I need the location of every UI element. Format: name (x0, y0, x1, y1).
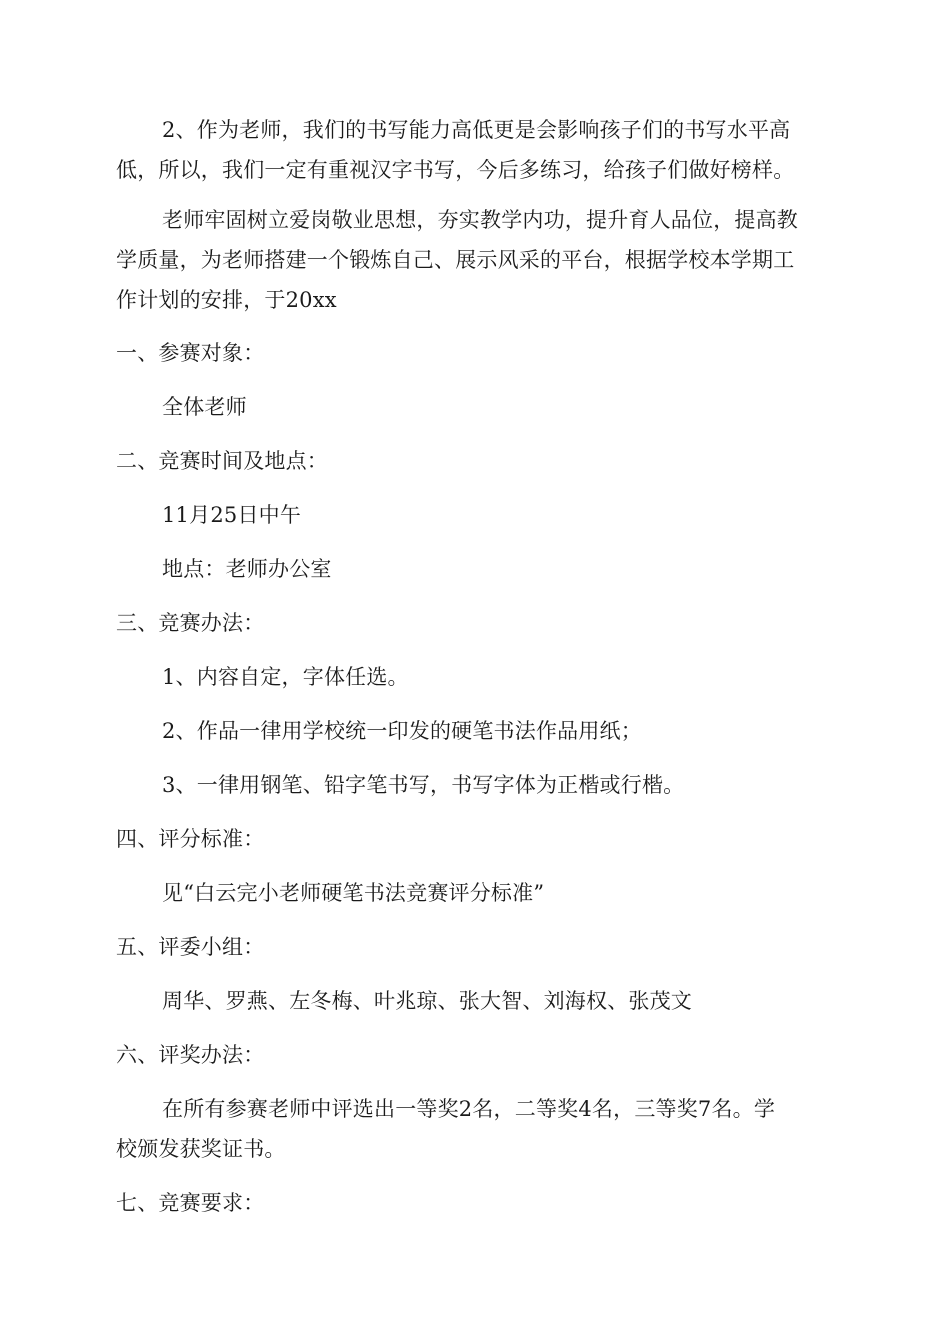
paragraph-2-line-3: 作计划的安排，于20xx (116, 288, 337, 312)
section-6-line-1: 在所有参赛老师中评选出一等奖2名，二等奖4名，三等奖7名。学 (162, 1097, 776, 1121)
paragraph-1-line-1: 2、作为老师，我们的书写能力高低更是会影响孩子们的书写水平高 (162, 118, 791, 142)
section-1-content: 全体老师 (162, 395, 247, 419)
section-3-item-2: 2、作品一律用学校统一印发的硬笔书法作品用纸； (162, 719, 642, 743)
section-1-heading: 一、参赛对象： (116, 341, 265, 365)
section-6-heading: 六、评奖办法： (116, 1043, 265, 1067)
section-5-heading: 五、评委小组： (116, 935, 265, 959)
section-2-time: 11月25日中午 (162, 503, 302, 527)
section-2-heading: 二、竞赛时间及地点： (116, 449, 328, 473)
paragraph-2-line-2: 学质量，为老师搭建一个锻炼自己、展示风采的平台，根据学校本学期工 (116, 248, 795, 272)
section-5-content: 周华、罗燕、左冬梅、叶兆琼、张大智、刘海权、张茂文 (162, 989, 692, 1013)
section-4-content: 见“白云完小老师硬笔书法竞赛评分标准” (162, 881, 545, 905)
section-4-heading: 四、评分标准： (116, 827, 265, 851)
section-3-heading: 三、竞赛办法： (116, 611, 265, 635)
section-7-heading: 七、竞赛要求： (116, 1191, 265, 1215)
paragraph-1-line-2: 低，所以，我们一定有重视汉字书写，今后多练习，给孩子们做好榜样。 (116, 158, 795, 182)
section-6-line-2: 校颁发获奖证书。 (116, 1137, 286, 1161)
section-3-item-1: 1、内容自定，字体任选。 (162, 665, 409, 689)
paragraph-2-line-1: 老师牢固树立爱岗敬业思想，夯实教学内功，提升育人品位，提高教 (162, 208, 798, 232)
section-2-place: 地点：老师办公室 (162, 557, 332, 581)
section-3-item-3: 3、一律用钢笔、铅字笔书写，书写字体为正楷或行楷。 (162, 773, 685, 797)
